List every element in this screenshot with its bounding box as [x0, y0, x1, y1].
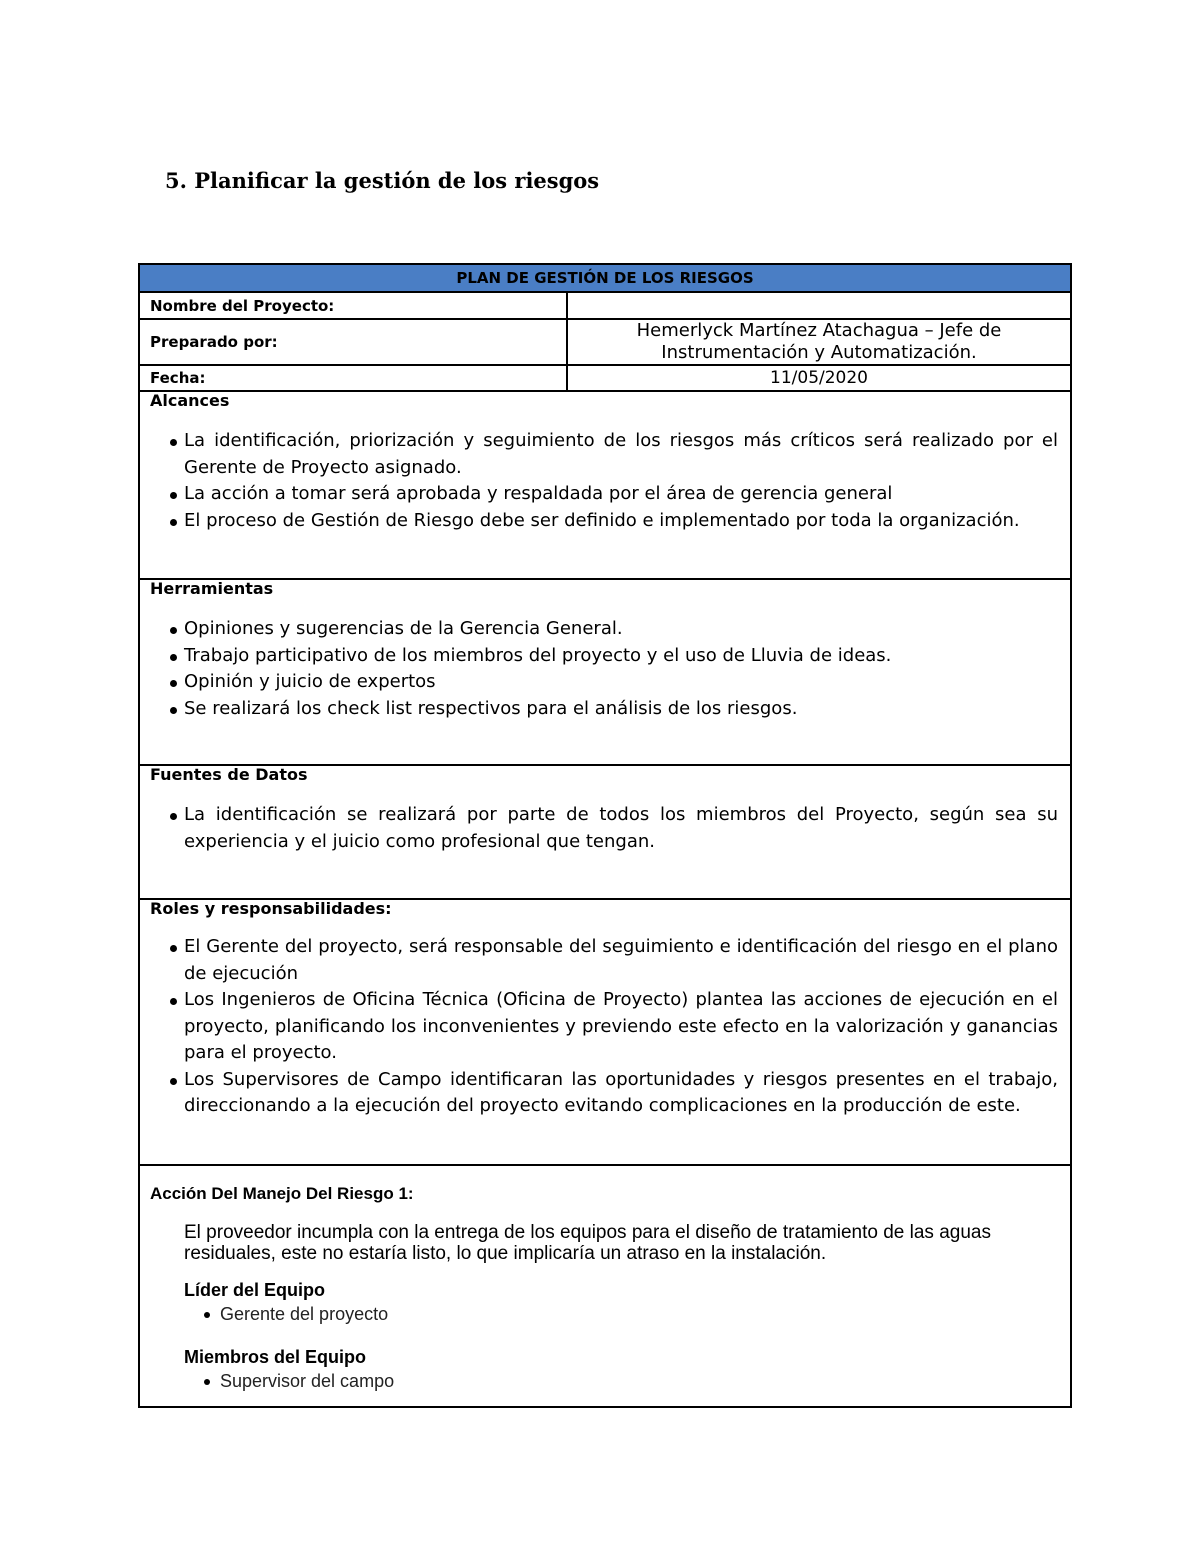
alcances-section: [139, 391, 1071, 579]
prepared-by-value: [567, 319, 1071, 365]
risk-plan-table: [138, 263, 1072, 1408]
project-name-row: [139, 292, 1071, 319]
accion-title: Acción Del Manejo Del Riesgo 1:: [150, 1184, 414, 1203]
alcances-title: Alcances: [150, 391, 230, 410]
section-title: 5. Planificar la gestión de los riesgos: [165, 168, 600, 193]
accion-row: [139, 1165, 1071, 1407]
list-item: Los Ingenieros de Oficina Técnica (Oficina de Proyecto) plantea las acciones de ejecución en el proyecto, planificando los inconvenientes y previendo este efecto en la valorización y ganancias para el proyecto.: [184, 987, 1058, 1067]
list-item: La identificación, priorización y seguimiento de los riesgos más críticos será realizado por el Gerente de Proyecto asignado.: [184, 428, 1058, 481]
roles-section: [139, 899, 1071, 1165]
herramientas-list: [150, 616, 1058, 722]
accion-description: El proveedor incumpla con la entrega de los equipos para el diseño de tratamiento de las aguas residuales, este no estaría listo, lo que implicaría un atraso en la instalación.: [184, 1222, 991, 1264]
list-item: Trabajo participativo de los miembros del proyecto y el uso de Lluvia de ideas.: [184, 643, 1058, 670]
prepared-by-line-1: Hemerlyck Martínez Atachagua – Jefe de: [636, 320, 1002, 341]
leader-list: [150, 1303, 1058, 1325]
list-item: Los Supervisores de Campo identificaran las oportunidades y riesgos presentes en el trabajo, direccionando a la ejecución del proyecto evitando complicaciones en la producción de este.: [184, 1067, 1058, 1120]
prepared-by-row: [139, 319, 1071, 365]
list-item: Opiniones y sugerencias de la Gerencia General.: [184, 616, 1058, 643]
date-label: Fecha:: [139, 365, 567, 391]
fuentes-list: [150, 802, 1058, 855]
accion-section: [139, 1165, 1071, 1407]
table-header: PLAN DE GESTIÓN DE LOS RIESGOS: [139, 264, 1071, 292]
herramientas-section: [139, 579, 1071, 765]
roles-list: [150, 934, 1058, 1120]
alcances-row: [139, 391, 1071, 579]
list-item: Gerente del proyecto: [220, 1303, 1058, 1325]
list-item: El proceso de Gestión de Riesgo debe ser definido e implementado por toda la organización.: [184, 508, 1058, 535]
leader-title: Líder del Equipo: [184, 1280, 326, 1300]
roles-row: [139, 899, 1071, 1165]
herramientas-row: [139, 579, 1071, 765]
prepared-by-label: Preparado por:: [139, 319, 567, 365]
fuentes-section: [139, 765, 1071, 899]
project-name-label: Nombre del Proyecto:: [139, 292, 567, 319]
members-title: Miembros del Equipo: [184, 1347, 367, 1367]
fuentes-row: [139, 765, 1071, 899]
date-value: 11/05/2020: [567, 365, 1071, 391]
list-item: Opinión y juicio de expertos: [184, 669, 1058, 696]
herramientas-title: Herramientas: [150, 579, 274, 598]
fuentes-title: Fuentes de Datos: [150, 765, 308, 784]
prepared-by-line-2: Instrumentación y Automatización.: [661, 342, 977, 363]
roles-title: Roles y responsabilidades:: [150, 899, 392, 918]
table-header-row: [139, 264, 1071, 292]
list-item: La acción a tomar será aprobada y respaldada por el área de gerencia general: [184, 481, 1058, 508]
list-item: Se realizará los check list respectivos para el análisis de los riesgos.: [184, 696, 1058, 723]
date-row: [139, 365, 1071, 391]
project-name-value: [567, 292, 1071, 319]
members-list: [150, 1370, 1058, 1392]
alcances-list: [150, 428, 1058, 534]
list-item: La identificación se realizará por parte de todos los miembros del Proyecto, según sea su experiencia y el juicio como profesional que tengan.: [184, 802, 1058, 855]
list-item: El Gerente del proyecto, será responsable del seguimiento e identificación del riesgo en el plano de ejecución: [184, 934, 1058, 987]
list-item: Supervisor del campo: [220, 1370, 1058, 1392]
